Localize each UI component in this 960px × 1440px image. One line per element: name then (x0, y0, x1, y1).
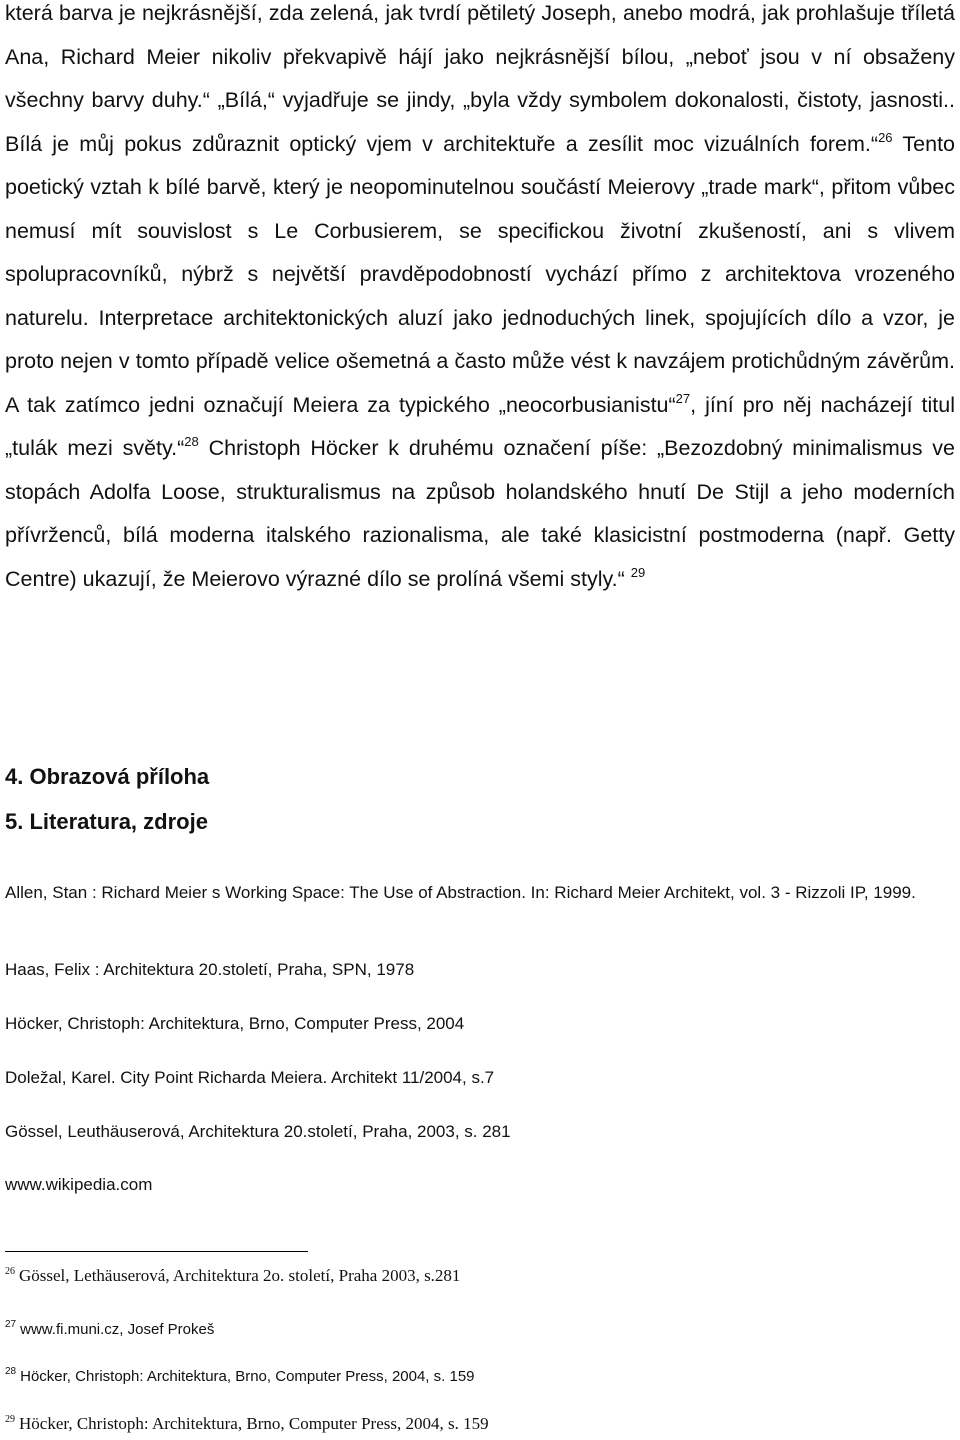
footnote-text: Höcker, Christoph: Architektura, Brno, Computer Press, 2004, s. 159 (20, 1368, 475, 1385)
body-paragraph (5, 0, 955, 601)
footnote-29 (5, 1414, 489, 1434)
footnote-26 (5, 1266, 460, 1286)
reference-item: Höcker, Christoph: Architektura, Brno, Computer Press, 2004 (5, 1014, 465, 1033)
reference-item: Allen, Stan : Richard Meier s Working Space: The Use of Abstraction. In: Richard Meier Architekt, vol. 3 - Rizzoli IP, 1999. (5, 883, 916, 902)
footnote-number: 29 (5, 1414, 15, 1425)
footnote-text: Höcker, Christoph: Architektura, Brno, Computer Press, 2004, s. 159 (19, 1414, 489, 1433)
body-text-part-3: , jíní pro něj nacházejí titul „tulák mezi světy.“ (5, 392, 956, 460)
footnote-ref-28[interactable]: 28 (184, 434, 199, 449)
reference-link[interactable]: www.wikipedia.com (5, 1175, 153, 1194)
section-heading-5: 5. Literatura, zdroje (5, 809, 208, 834)
reference-item: Doležal, Karel. City Point Richarda Meiera. Architekt 11/2004, s.7 (5, 1068, 495, 1087)
footnote-ref-26[interactable]: 26 (878, 129, 893, 145)
footnote-ref-29[interactable]: 29 (630, 564, 646, 580)
footnote-separator (5, 1251, 308, 1252)
footnote-number: 28 (5, 1366, 17, 1377)
body-text-part-1: která barva je nejkrásnější, zda zelená, jak tvrdí pětiletý Joseph, anebo modrá, jak prohlašuje tříletá Ana, Richard Meier nikoliv překvapivě hájí jako nejkrásnější bílou, „neboť jsou v ní obsaženy všechny barvy duhy.“ „Bílá,“ vyjadřuje se jindy, „byla vždy symbolem dokonalosti, čistoty, jasnosti.. Bílá je můj pokus zdůraznit optický vjem v architektuře a zesílit moc vizuálních forem.“ (5, 1, 955, 156)
footnote-number: 27 (5, 1319, 17, 1330)
reference-item: Gössel, Leuthäuserová, Architektura 20.století, Praha, 2003, s. 281 (5, 1122, 511, 1141)
document-page (5, 0, 956, 1433)
footnote-text: www.fi.muni.cz, Josef Prokeš (20, 1321, 215, 1338)
body-text-part-4: Christoph Höcker k druhému označení píše: „Bezozdobný minimalismus ve stopách Adolfa Loose, strukturalismus na způsob holandského hnutí De Stijl a jeho moderních přívrženců, bílá moderna italského razionalisma, ale také klasicistní postmoderna (např. Getty Centre) ukazují, že Meierovo výrazné dílo se prolíná všemi styly.“ (5, 436, 955, 591)
footnote-number: 26 (5, 1266, 15, 1277)
reference-item: Haas, Felix : Architektura 20.století, Praha, SPN, 1978 (5, 960, 415, 979)
footnote-ref-27[interactable]: 27 (675, 390, 691, 406)
body-text-part-2: Tento poetický vztah k bílé barvě, který je neopominutelnou součástí Meierovy „trade mark“, přitom vůbec nemusí mít souvislost s Le Corbusierem, se specifickou životní zkušeností, ani s vlivem spolupracovníků, nýbrž s největší pravděpodobností vychází přímo z architektova vrozeného naturelu. Interpretace architektonických aluzí jako jednoduchých linek, spojujících dílo a vzor, je proto nejen v tomto případě velice ošemetná a často může vést k navzájem protichůdným závěrům. A tak zatímco jedni označují Meiera za typického „neocorbusianistu“ (5, 131, 955, 417)
footnote-text: Gössel, Lethäuserová, Architektura 2o. století, Praha 2003, s.281 (19, 1266, 461, 1285)
footnote-27 (5, 1320, 214, 1340)
footnote-28 (5, 1367, 475, 1387)
section-heading-4: 4. Obrazová příloha (5, 764, 210, 789)
